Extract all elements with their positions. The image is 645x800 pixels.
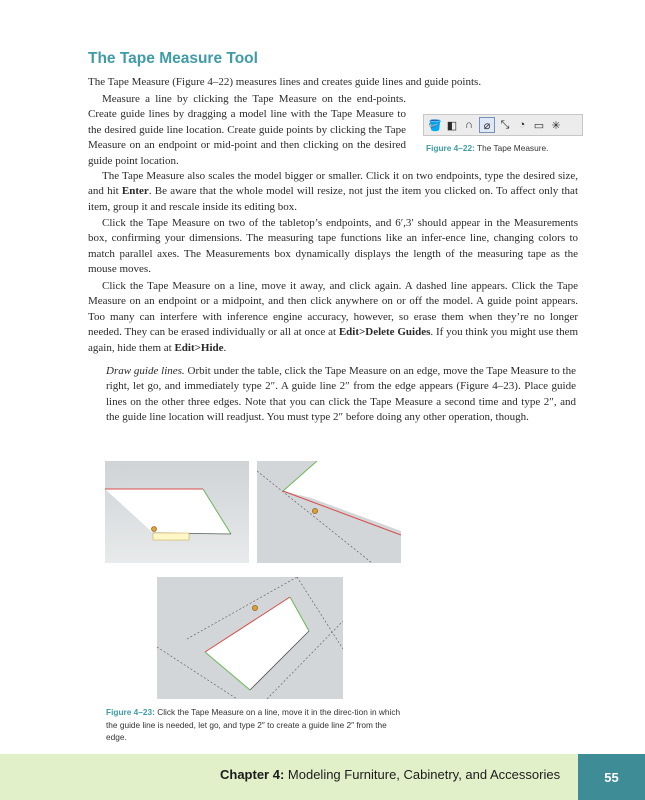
tape-measure-toolbar: [423, 114, 583, 136]
chapter-title: [220, 767, 560, 782]
figure-23-image-c: [157, 577, 343, 699]
p5-edit-hide: Edit>Hide: [174, 341, 224, 354]
figure-23-image-a: [105, 461, 249, 563]
paragraph-scale: [88, 169, 578, 215]
p6-text: Orbit under the table, click the Tape Measure on an edge, move the Tape Measure to the right, let go, and immediately type 2″. A guide line 2″ from the edge appears (Figure 4–23). Place guide lines on the other three edges. Note that you can click the Tape Measure a second time and type 2″, and the guide line location will readjust. You must type 2″ before doing any other operation, though.: [106, 365, 576, 424]
chapter-label: Chapter 4:: [220, 767, 285, 782]
page-number: 55: [578, 754, 645, 800]
tape-measure-icon: ⌀: [479, 117, 495, 133]
paragraph-intro: The Tape Measure (Figure 4–22) measures lines and creates guide lines and guide points.: [88, 76, 482, 88]
text-icon: ▭: [533, 119, 545, 132]
p5-text-e: .: [223, 341, 227, 354]
figure-22-text: The Tape Measure.: [477, 143, 549, 153]
p3-text-a: The Tape Measure also scales the model bigger or smaller. Click it on two endpoints, type the desired size, and hit: [88, 170, 578, 198]
paint-icon: 🪣: [428, 119, 442, 132]
figure-22-label: Figure 4–22:: [426, 143, 475, 153]
figure-23-text: Click the Tape Measure on a line, move it in the direc-tion in which the guide line is needed, let go, and type 2″ to create a guide line 2″ from the edge.: [106, 707, 401, 742]
paragraph-measure: Measure a line by clicking the Tape Measure on the end-points. Create guide lines by dragging a model line with the Tape Measure to the desired guide line location. Create guide points by clicking the Tape Measure on an endpoint or mid-point and then clicking on the desired guide point location.: [88, 93, 406, 167]
figure-22-caption: [426, 142, 548, 155]
dimension-icon: ⤡: [500, 118, 510, 131]
section-heading: The Tape Measure Tool: [88, 50, 258, 67]
figure-23-image-b: [257, 461, 401, 563]
paragraph-endpoints: Click the Tape Measure on two of the tabletop’s endpoints, and 6′,3′ should appear in the Measurements box, confirming your dimensions. The measuring tape functions like an infer-ence line, changing colors to match parallel axes. The Measurements box dynamically displays the length of the measuring tape as the mouse moves.: [88, 217, 578, 276]
p5-text-a: Click the Tape Measure on a line, move it away, and click again. A dashed line appears. Click the Tape Measure on an endpoint or a midpoint, and then click anywhere on or off the model. A guide point appears. Too many can interfere with inference engine accuracy, however, so erase them when they’re no longer needed. They can be erased individually or all at once at: [88, 280, 578, 339]
chapter-name: Modeling Furniture, Cabinetry, and Accessories: [284, 767, 561, 782]
p5-text-c: . If you think you might use them again, hide them at: [88, 326, 579, 354]
p3-enter-key: Enter: [121, 185, 149, 198]
protractor-icon: ◔: [518, 119, 526, 131]
eraser-icon: ◧: [446, 119, 458, 132]
figure-23-label: Figure 4–23:: [106, 707, 155, 717]
p6-lead: Draw guide lines.: [106, 365, 185, 377]
magnet-icon: ∩: [465, 119, 473, 131]
p5-delete-guides: Edit>Delete Guides: [338, 326, 431, 339]
figure-23-caption: [106, 706, 406, 744]
paragraph-draw-guide-lines: [106, 364, 576, 426]
paragraph-guides: [88, 279, 578, 356]
p3-text-c: . Be aware that the whole model will resize, not just the item you clicked on. To affect only that item, group it and rescale inside its editing box.: [88, 185, 578, 213]
axes-icon: ✳: [551, 119, 561, 132]
